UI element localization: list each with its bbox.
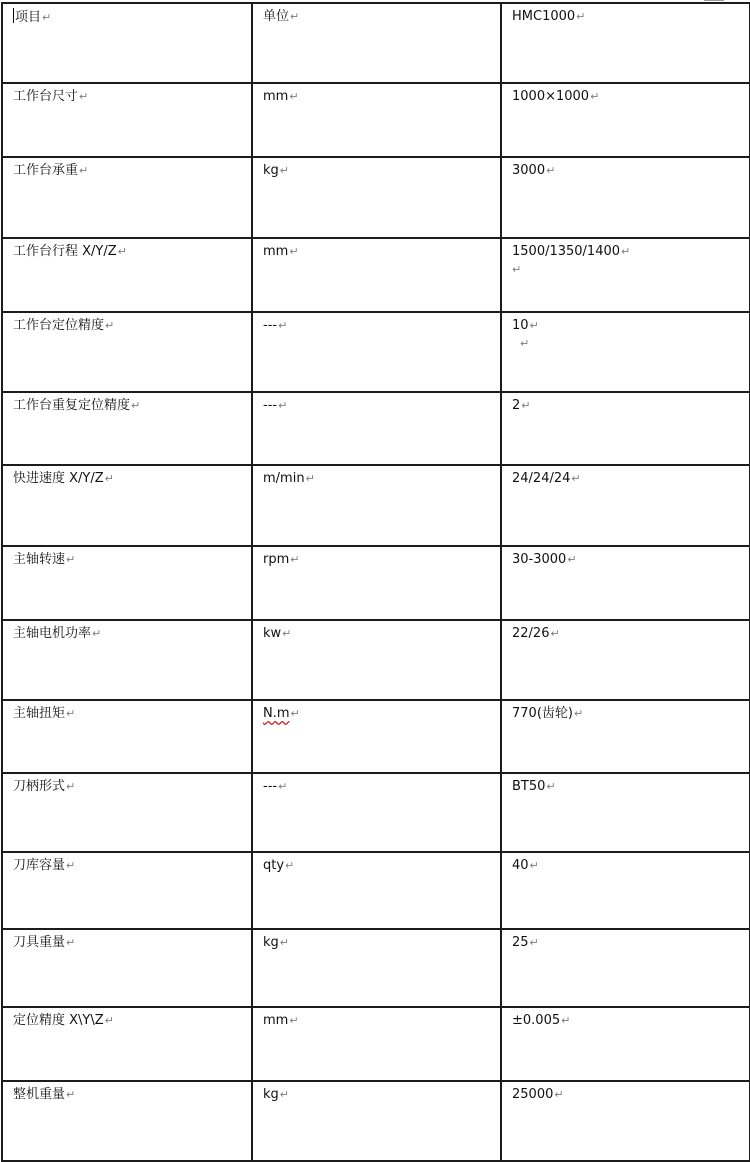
paragraph-mark-icon: ↵ bbox=[66, 1088, 76, 1101]
spec-table bbox=[1, 2, 750, 1162]
paragraph-mark-icon: ↵ bbox=[546, 780, 556, 793]
table-cell-item[interactable]: 工作台尺寸↵ bbox=[2, 83, 252, 157]
header-cell-unit[interactable] bbox=[252, 3, 501, 83]
table-cell-item[interactable]: 工作台定位精度↵ bbox=[2, 312, 252, 392]
table-row bbox=[2, 465, 750, 546]
paragraph-mark-icon: ↵ bbox=[550, 627, 560, 640]
paragraph-mark-icon: ↵ bbox=[66, 707, 76, 720]
paragraph-mark-icon: ↵ bbox=[131, 399, 141, 412]
paragraph-mark-icon: ↵ bbox=[512, 263, 522, 276]
text-cursor bbox=[13, 8, 14, 23]
paragraph-mark-icon: ↵ bbox=[567, 553, 577, 566]
paragraph-mark-icon: ↵ bbox=[529, 319, 539, 332]
table-cell-unit[interactable]: m/min↵ bbox=[252, 465, 501, 546]
table-row bbox=[2, 312, 750, 392]
table-cell-item[interactable]: 刀柄形式↵ bbox=[2, 773, 252, 852]
table-cell-item[interactable]: 工作台行程 X/Y/Z↵ bbox=[2, 238, 252, 312]
paragraph-mark-icon: ↵ bbox=[66, 936, 76, 949]
paragraph-mark-icon: ↵ bbox=[66, 553, 76, 566]
table-cell-value[interactable]: 40↵ bbox=[501, 852, 750, 929]
paragraph-mark-icon: ↵ bbox=[290, 707, 300, 720]
table-cell-unit[interactable]: qty↵ bbox=[252, 852, 501, 929]
page-top-edge-mark bbox=[704, 0, 724, 1]
paragraph-mark-icon: ↵ bbox=[42, 11, 52, 24]
paragraph-mark-icon: ↵ bbox=[529, 936, 539, 949]
table-cell-unit[interactable]: kg↵ bbox=[252, 1081, 501, 1161]
table-cell-value[interactable]: ±0.005↵ bbox=[501, 1007, 750, 1081]
table-cell-unit[interactable]: rpm↵ bbox=[252, 546, 501, 620]
table-cell-value[interactable]: 1000×1000↵ bbox=[501, 83, 750, 157]
paragraph-mark-icon: ↵ bbox=[554, 1088, 564, 1101]
table-cell-item[interactable]: 工作台承重↵ bbox=[2, 157, 252, 238]
table-cell-value[interactable]: 22/26↵ bbox=[501, 620, 750, 700]
paragraph-mark-icon: ↵ bbox=[278, 780, 288, 793]
table-cell-value[interactable]: 25↵ bbox=[501, 929, 750, 1007]
paragraph-mark-icon: ↵ bbox=[79, 164, 89, 177]
table-cell-value[interactable]: 3000↵ bbox=[501, 157, 750, 238]
paragraph-mark-icon: ↵ bbox=[521, 399, 531, 412]
table-cell-item[interactable]: 刀库容量↵ bbox=[2, 852, 252, 929]
paragraph-mark-icon: ↵ bbox=[278, 319, 288, 332]
paragraph-mark-icon: ↵ bbox=[66, 859, 76, 872]
table-cell-item[interactable]: 定位精度 X\Y\Z↵ bbox=[2, 1007, 252, 1081]
table-row bbox=[2, 83, 750, 157]
table-cell-unit[interactable]: mm↵ bbox=[252, 83, 501, 157]
table-row bbox=[2, 546, 750, 620]
paragraph-mark-icon: ↵ bbox=[117, 245, 127, 258]
table-row bbox=[2, 1081, 750, 1161]
paragraph-mark-icon: ↵ bbox=[573, 707, 584, 720]
paragraph-mark-icon: ↵ bbox=[289, 1014, 299, 1027]
table-row bbox=[2, 392, 750, 465]
paragraph-mark-icon: ↵ bbox=[278, 399, 288, 412]
table-cell-value[interactable]: 770(齿轮)↵ bbox=[501, 700, 750, 773]
table-cell-value[interactable]: 30-3000↵ bbox=[501, 546, 750, 620]
paragraph-mark-icon: ↵ bbox=[104, 472, 114, 485]
header-model-label: HMC1000 bbox=[512, 9, 576, 24]
table-cell-unit[interactable]: ---↵ bbox=[252, 392, 501, 465]
paragraph-mark-icon: ↵ bbox=[621, 245, 631, 258]
paragraph-mark-icon: ↵ bbox=[290, 10, 300, 23]
table-cell-value[interactable]: 1500/1350/1400↵ ↵ bbox=[501, 238, 750, 312]
table-cell-unit[interactable] bbox=[252, 700, 501, 773]
paragraph-mark-icon: ↵ bbox=[520, 337, 530, 350]
paragraph-mark-icon: ↵ bbox=[576, 10, 586, 23]
header-unit-label: 单位 bbox=[263, 9, 290, 24]
table-cell-unit[interactable]: mm↵ bbox=[252, 238, 501, 312]
table-cell-unit[interactable]: ---↵ bbox=[252, 773, 501, 852]
table-cell-value[interactable]: 2↵ bbox=[501, 392, 750, 465]
table-row bbox=[2, 1007, 750, 1081]
table-cell-value[interactable]: 10↵ ↵ bbox=[501, 312, 750, 392]
table-row bbox=[2, 700, 750, 773]
paragraph-mark-icon: ↵ bbox=[289, 245, 299, 258]
paragraph-mark-icon: ↵ bbox=[529, 859, 539, 872]
paragraph-mark-icon: ↵ bbox=[92, 627, 102, 640]
paragraph-mark-icon: ↵ bbox=[279, 164, 289, 177]
paragraph-mark-icon: ↵ bbox=[590, 90, 600, 103]
header-item-label: 项目 bbox=[15, 10, 42, 25]
table-row bbox=[2, 773, 750, 852]
paragraph-mark-icon: ↵ bbox=[79, 90, 89, 103]
table-cell-unit[interactable]: kg↵ bbox=[252, 157, 501, 238]
table-cell-item[interactable]: 主轴扭矩↵ bbox=[2, 700, 252, 773]
table-row bbox=[2, 852, 750, 929]
table-row bbox=[2, 620, 750, 700]
table-cell-value[interactable]: 24/24/24↵ bbox=[501, 465, 750, 546]
table-cell-unit[interactable]: kw↵ bbox=[252, 620, 501, 700]
spellcheck-underlined-text: N.m bbox=[263, 706, 290, 721]
header-cell-item[interactable] bbox=[2, 3, 252, 83]
table-cell-unit[interactable]: kg↵ bbox=[252, 929, 501, 1007]
paragraph-mark-icon: ↵ bbox=[305, 472, 315, 485]
table-row bbox=[2, 157, 750, 238]
table-cell-item[interactable]: 主轴转速↵ bbox=[2, 546, 252, 620]
paragraph-mark-icon: ↵ bbox=[66, 780, 76, 793]
table-cell-unit[interactable]: ---↵ bbox=[252, 312, 501, 392]
paragraph-mark-icon: ↵ bbox=[285, 859, 295, 872]
table-cell-value[interactable]: 25000↵ bbox=[501, 1081, 750, 1161]
paragraph-mark-icon: ↵ bbox=[279, 1088, 289, 1101]
paragraph-mark-icon: ↵ bbox=[105, 319, 115, 332]
table-cell-value[interactable]: BT50↵ bbox=[501, 773, 750, 852]
table-header-row bbox=[2, 3, 750, 83]
paragraph-mark-icon: ↵ bbox=[289, 90, 299, 103]
table-cell-unit[interactable]: mm↵ bbox=[252, 1007, 501, 1081]
table-cell-item[interactable]: 主轴电机功率↵ bbox=[2, 620, 252, 700]
table-row bbox=[2, 238, 750, 312]
paragraph-mark-icon: ↵ bbox=[561, 1014, 571, 1027]
table-cell-item[interactable]: 工作台重复定位精度↵ bbox=[2, 392, 252, 465]
table-cell-item[interactable]: 整机重量↵ bbox=[2, 1081, 252, 1161]
paragraph-mark-icon: ↵ bbox=[279, 936, 289, 949]
paragraph-mark-icon: ↵ bbox=[104, 1014, 114, 1027]
paragraph-mark-icon: ↵ bbox=[571, 472, 581, 485]
header-cell-model[interactable] bbox=[501, 3, 750, 83]
paragraph-mark-icon: ↵ bbox=[546, 164, 556, 177]
paragraph-mark-icon: ↵ bbox=[290, 553, 300, 566]
paragraph-mark-icon: ↵ bbox=[282, 627, 292, 640]
table-cell-item[interactable]: 刀具重量↵ bbox=[2, 929, 252, 1007]
table-cell-item[interactable]: 快进速度 X/Y/Z↵ bbox=[2, 465, 252, 546]
table-row bbox=[2, 929, 750, 1007]
